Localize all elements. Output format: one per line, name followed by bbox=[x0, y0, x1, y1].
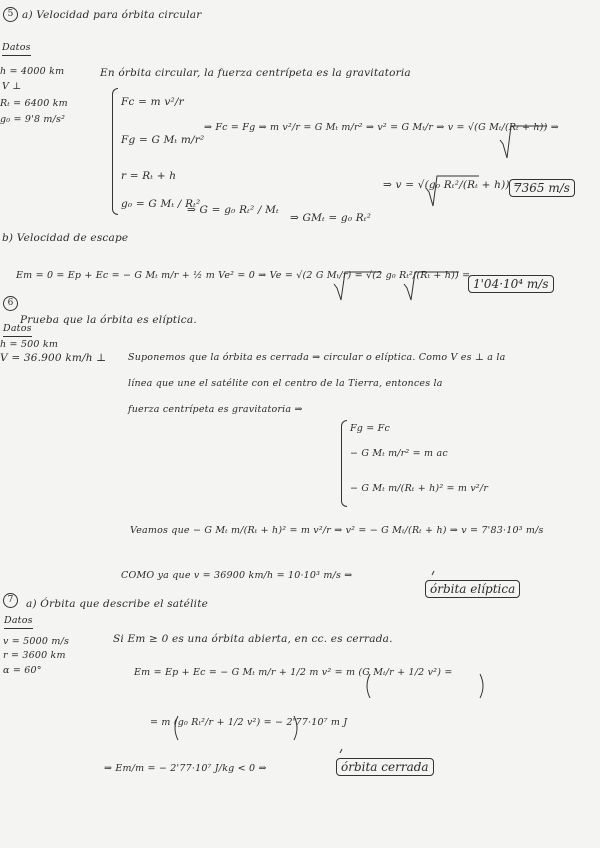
dato-7-1: r = 3600 km bbox=[3, 650, 66, 661]
dato-6-1: V = 36.900 km/h ⊥ bbox=[0, 352, 107, 364]
section-6-veamos: Veamos que − G Mₜ m/(Rₜ + h)² = m v²/r ⇒ v² = − G Mₜ/(Rₜ + h) ⇒ v = 7'83·10³ m/s bbox=[130, 525, 544, 536]
datos-label-7: Datos bbox=[4, 614, 33, 629]
section-5-number: 5 bbox=[3, 7, 18, 22]
section-5-intro: En órbita circular, la fuerza centrípeta es la gravitatoria bbox=[100, 67, 411, 79]
section-7-energy-3: ⇒ Em/m = − 2'77·10⁷ J/kg < 0 ⇒ bbox=[104, 763, 267, 774]
section-6-number: 6 bbox=[3, 296, 18, 311]
dato-5-0: h = 4000 km bbox=[0, 66, 65, 77]
eq-g-solve: ⇒ G = g₀ Rₜ² / Mₜ bbox=[187, 204, 279, 216]
dato-7-0: v = 5000 m/s bbox=[3, 636, 70, 647]
dato-5-2: Rₜ = 6400 km bbox=[0, 98, 68, 109]
dato-5-1: V ⊥ bbox=[2, 81, 22, 92]
velocity-substitution: ⇒ v = √(g₀ Rₜ²/(Rₜ + h)) = bbox=[383, 179, 523, 191]
dato-7-2: α = 60° bbox=[3, 665, 42, 676]
datos-label-6: Datos bbox=[3, 322, 32, 337]
eq-fg: Fg = G Mₜ m/r² bbox=[121, 134, 205, 146]
section-7-title: a) Órbita que describe el satélite bbox=[26, 598, 209, 610]
result-orbital-velocity: 7365 m/s bbox=[509, 179, 575, 197]
section-6-sys-1: Fg = Fc bbox=[350, 423, 390, 434]
velocity-derivation: ⇒ Fc = Fg ⇒ m v²/r = G Mₜ m/r² ⇒ v² = G Mₜ/r ⇒ v = √(G Mₜ/(Rₜ + h)) ⇒ bbox=[204, 122, 559, 133]
section-6-para-3: fuerza centrípeta es gravitatoria ⇒ bbox=[128, 404, 303, 415]
eq-fc: Fc = m v²/r bbox=[121, 96, 184, 108]
section-6-sys-3: − G Mₜ m/(Rₜ + h)² = m v²/r bbox=[350, 483, 489, 494]
section-5b-title: b) Velocidad de escape bbox=[2, 232, 129, 244]
eq-gm: ⇒ GMₜ = g₀ Rₜ² bbox=[290, 212, 372, 224]
escape-velocity-equation: Em = 0 = Ep + Ec = − G Mₜ m/r + ½ m Ve² = 0 ⇒ Ve = √(2 G Mₜ/r) = √(2 g₀ Rₜ²/(Rₜ + h)) = bbox=[16, 270, 471, 281]
eq-g0: g₀ = G Mₜ / Rₜ² bbox=[121, 198, 201, 210]
result-escape-velocity: 1'04·10⁴ m/s bbox=[468, 275, 554, 293]
section-7-condition: Si Em ≥ 0 es una órbita abierta, en cc. es cerrada. bbox=[113, 633, 393, 645]
result-orbita-cerrada: órbita cerrada bbox=[336, 758, 434, 776]
section-6-para-2: línea que une el satélite con el centro de la Tierra, entonces la bbox=[128, 378, 443, 389]
dato-5-3: g₀ = 9'8 m/s² bbox=[0, 114, 66, 125]
section-6-title: Prueba que la órbita es elíptica. bbox=[20, 314, 197, 326]
section-7-number: 7 bbox=[3, 593, 18, 608]
dato-6-0: h = 500 km bbox=[0, 339, 59, 350]
section-6-para-1: Suponemos que la órbita es cerrada ⇒ circular o elíptica. Como V es ⊥ a la bbox=[128, 352, 506, 363]
result-orbita-eliptica: órbita elíptica bbox=[425, 580, 520, 598]
section-7-energy-2: = m (g₀ Rₜ²/r + 1/2 v²) = − 2'77·10⁷ m J bbox=[150, 717, 348, 728]
section-5-title: a) Velocidad para órbita circular bbox=[22, 9, 202, 21]
eq-r: r = Rₜ + h bbox=[121, 170, 177, 182]
section-6-sys-2: − G Mₜ m/r² = m ac bbox=[350, 448, 448, 459]
section-7-energy-1: Em = Ep + Ec = − G Mₜ m/r + 1/2 m v² = m (G Mₜ/r + 1/2 v²) = bbox=[134, 667, 453, 678]
section-6-como: COMO ya que v = 36900 km/h = 10·10³ m/s ⇒ bbox=[121, 570, 353, 581]
datos-label-5: Datos bbox=[2, 41, 31, 56]
